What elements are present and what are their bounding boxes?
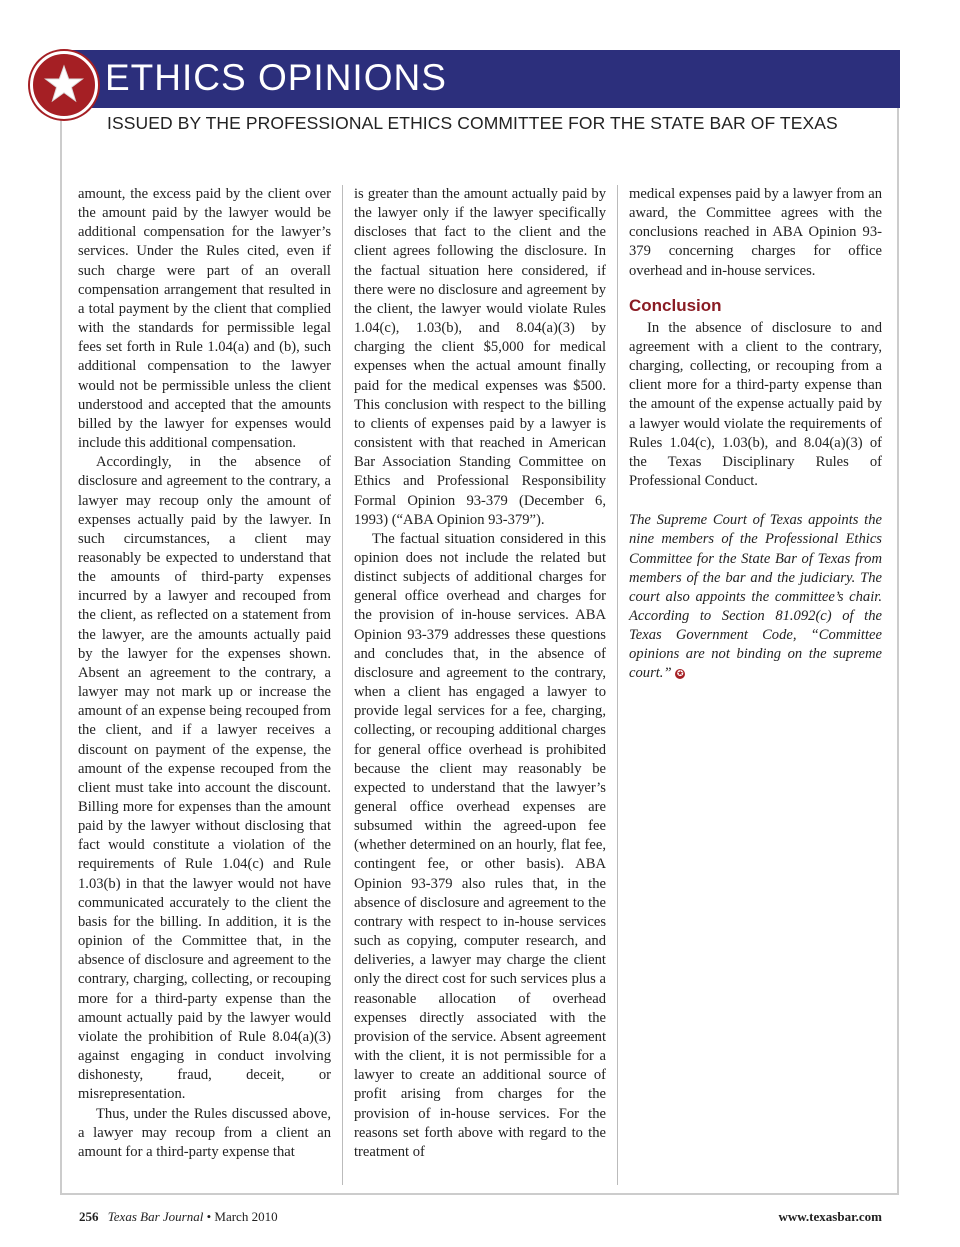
paragraph: is greater than the amount actually paid by the lawyer only if the lawyer specifically discloses that fact to the client and the client agrees following the disclosure. In the factual situation here considered, if there were no disclosure and agreement by the client, the lawyer would violate Rules 1.04(c), 1.03(b), and 8.04(a)(3) by charging the client $5,000 for medical expenses when the actual amount finally paid for the medical expenses was $500. This conclusion with respect to the billing to clients of expenses paid by a lawyer is consistent with that reached in American Bar Association Standing Committee on Ethics and Professional Responsibility Formal Opinion 93-379 (December 6, 1993) (“ABA Opinion 93-379”). — [354, 186, 606, 528]
footer-left — [79, 1209, 278, 1225]
committee-note — [629, 511, 882, 683]
paragraph: In the absence of disclosure to and agreement with a client to the contrary, charging, collecting, or recouping from a client more for a third-party expense than the amount of the expense actually paid by a lawyer would violate the requirements of Rules 1.04(c), 1.03(b), and 8.04(a)(3) of the Texas Disciplinary Rules of Professional Conduct. — [629, 319, 882, 490]
section-subtitle: ISSUED BY THE PROFESSIONAL ETHICS COMMITTEE FOR THE STATE BAR OF TEXAS — [107, 113, 838, 133]
article-column-1 — [78, 185, 331, 1162]
committee-note-text: The Supreme Court of Texas appoints the nine members of the Professional Ethics Committee for the State Bar of Texas from members of the bar and the judiciary. The court also appoints the committee’s chair. According to Section 81.092(c) of the Texas Government Code, “Committee opinions are not binding on the supreme court.” — [629, 512, 882, 682]
article-column-3 — [629, 185, 882, 684]
paragraph: medical expenses paid by a lawyer from an award, the Committee agrees with the conclusions reached in ABA Opinion 93-379 concerning charges for office overhead and in-house services. — [629, 186, 882, 279]
star-badge — [30, 51, 98, 119]
page-number: 256 — [79, 1209, 99, 1224]
paragraph: Accordingly, in the absence of disclosure and agreement to the contrary, a lawyer may recoup only the amount of expenses actually paid by the lawyer. In such circumstances, a client may reasonably be expected to understand that the amounts of third-party expenses incurred by a lawyer and recouped from the client, as reflected on a statement from the lawyer, are the amounts actually paid by the lawyer for the expenses shown. Absent an agreement to the contrary, a lawyer may not mark up or increase the amount of an expense being recouped from the client, and if a lawyer receives a discount on payment of the expense, the amount of the expense recouped from the client must take into account the discount. Billing more for expenses than the amount paid by the lawyer without disclosing that fact would constitute a violation of the requirements of Rule 1.04(c) and Rule 1.03(b) in that the lawyer would not have communicated accurately to the client the basis for the billing. In addition, it is the opinion of the Committee that, in the absence of disclosure and agreement to the contrary, charging, collecting, or recouping more for a third-party expense than the amount actually paid by the lawyer would violate the prohibition of Rule 8.04(a)(3) against engaging in conduct involving dishonesty, fraud, deceit, or misrepresentation. — [78, 454, 331, 1103]
journal-name: Texas Bar Journal — [107, 1209, 204, 1224]
section-title: ETHICS OPINIONS — [105, 57, 447, 98]
end-mark-icon: ✪ — [676, 669, 684, 679]
column-divider — [617, 185, 618, 1185]
paragraph: amount, the excess paid by the client over the amount paid by the lawyer would be additional compensation for the lawyer’s services. Under the Rules cited, even if such charge were part of an overall compensation arrangement that resulted in a total payment by the client that complied with the standards for permissible legal fees set forth in Rule 1.04(a) and (b), such additional compensation to the lawyer would not be permissible unless the client understood and accepted that the amounts billed by the lawyer for expenses would include this additional compensation. — [78, 186, 331, 452]
column-divider — [342, 185, 343, 1185]
footer-separator: • — [206, 1209, 212, 1224]
paragraph: The factual situation considered in this opinion does not include the related but distinct subjects of additional charges for general office overhead and charges for the provision of in-house services. ABA Opinion 93-379 addresses these questions and concludes that, in the absence of disclosure and agreement to the contrary, when a client has engaged a lawyer to provide legal services for a fee, charging, collecting, or recouping additional charges for general office overhead is prohibited because the client may reasonably be expected to understand that the lawyer’s general office overhead expenses are subsumed within the agreed-upon fee (whether determined on an hourly, flat fee, contingent fee, or other basis). ABA Opinion 93-379 also rules that, in the absence of disclosure and agreement to the contrary with respect to in-house services such as copying, computer research, and deliveries, a lawyer may charge the client only the direct cost for such services plus a reasonable allocation of overhead expenses directly associated with the provision of the service. Absent agreement with the client, it is not permissible for a lawyer to create an additional source of profit arising from charges for the provision of in-house services. For the reasons set forth above with regard to the treatment of — [354, 530, 606, 1160]
star-icon — [44, 64, 84, 104]
footer-url[interactable]: www.texasbar.com — [778, 1209, 882, 1224]
conclusion-heading: Conclusion — [629, 295, 722, 315]
paragraph: Thus, under the Rules discussed above, a lawyer may recoup from a client an amount for a third-party expense that — [78, 1105, 331, 1160]
issue-date: March 2010 — [214, 1209, 278, 1224]
article-column-2 — [354, 185, 606, 1162]
